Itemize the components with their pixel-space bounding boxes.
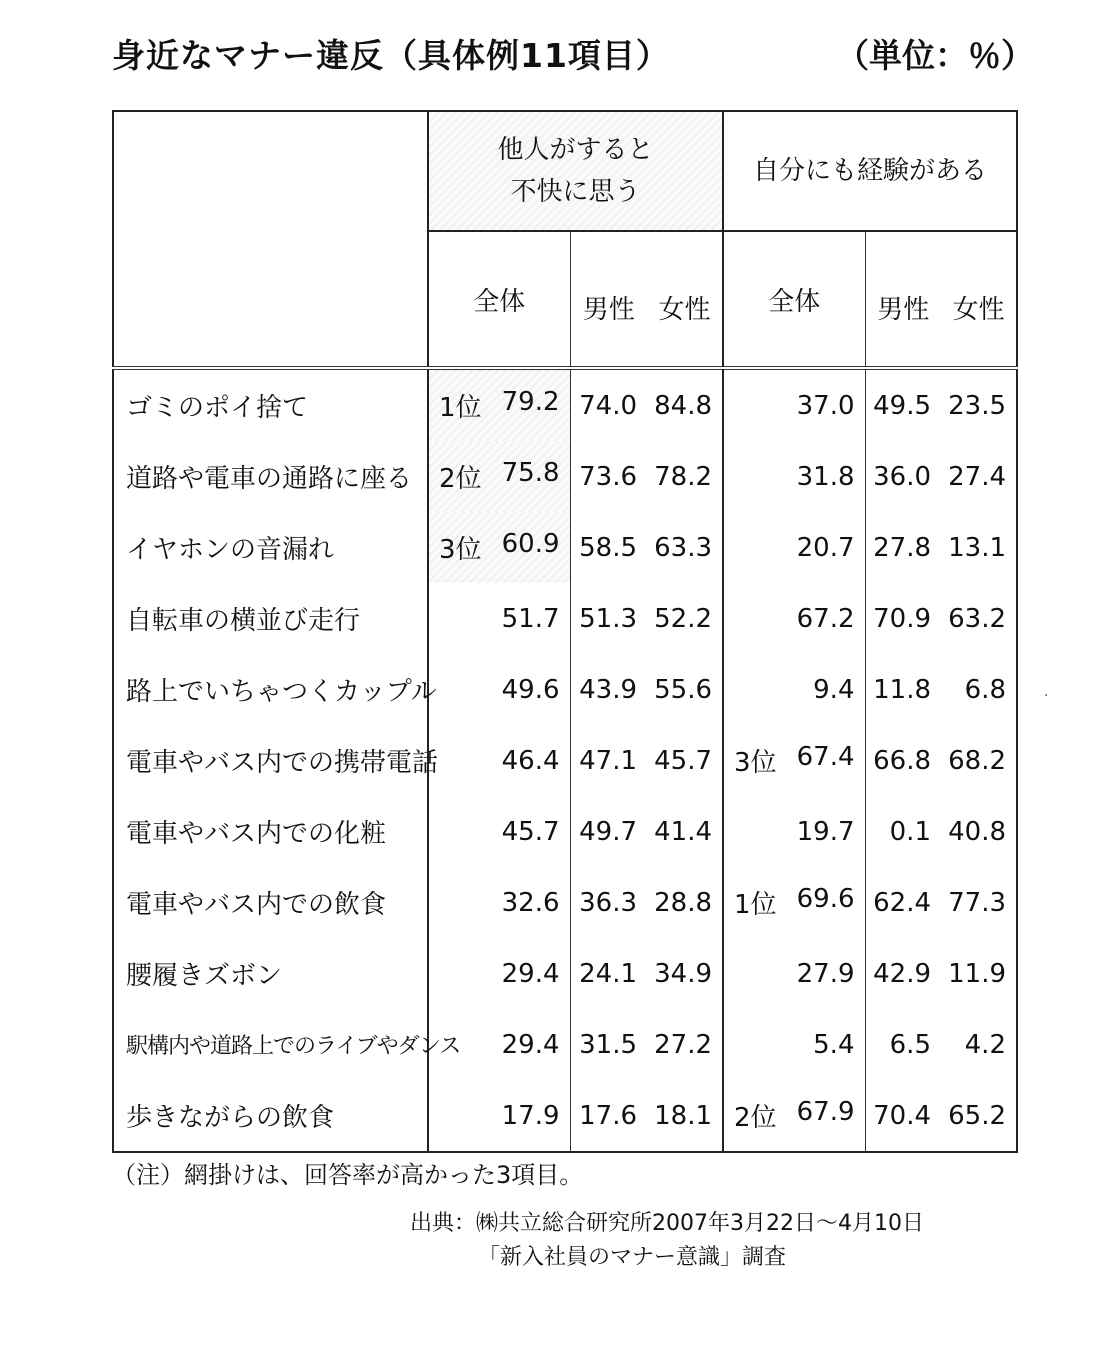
cell-self-total [723, 1009, 865, 1080]
cell-self-female: 4.2 [964, 1029, 1006, 1060]
cell-self-total [723, 867, 865, 938]
value-others-total: 32.6 [501, 887, 560, 918]
row-label: イヤホンの音漏れ [113, 512, 428, 583]
unit-label: （単位：％） [836, 36, 1034, 75]
cell-self-total [723, 370, 865, 441]
cell-self-male: 62.4 [865, 867, 941, 938]
cell-self-female: 40.8 [948, 816, 1006, 847]
table-row [113, 441, 1017, 512]
value-self-total: 67.9 [796, 1097, 855, 1127]
rank-badge: 1位 [439, 393, 482, 423]
value-self-total: 9.4 [813, 674, 855, 705]
cell-self-female: 65.2 [948, 1100, 1006, 1131]
row-label: ゴミのポイ捨て [113, 370, 428, 441]
row-label: 路上でいちゃつくカップル [113, 654, 428, 725]
cell-others-male: 74.0 [570, 370, 647, 441]
cell-others-total [428, 370, 570, 441]
cell-others-female: 41.4 [654, 816, 712, 847]
cell-self-total [723, 725, 865, 796]
cell-others-total [428, 725, 570, 796]
cell-others-male: 49.7 [570, 796, 647, 867]
value-others-total: 45.7 [501, 816, 560, 847]
table-row [113, 938, 1017, 1009]
header-self-male: 男性 [865, 231, 941, 368]
table-row [113, 1009, 1017, 1080]
rank-badge: 3位 [439, 535, 482, 565]
value-self-total: 5.4 [813, 1029, 855, 1060]
cell-self-female: 77.3 [948, 887, 1006, 918]
value-others-total: 60.9 [501, 529, 560, 559]
cell-others-female: 28.8 [654, 887, 712, 918]
row-label: 自転車の横並び走行 [113, 583, 428, 654]
value-others-total: 46.4 [501, 745, 560, 776]
cell-self-female: 11.9 [948, 958, 1006, 989]
table-row [113, 725, 1017, 796]
value-self-total: 69.6 [796, 884, 855, 914]
cell-others-female: 78.2 [654, 461, 712, 492]
cell-others-female: 84.8 [654, 390, 712, 421]
cell-others-male: 24.1 [570, 938, 647, 1009]
cell-self-male: 6.5 [865, 1009, 941, 1080]
cell-others-total [428, 654, 570, 725]
header-group-self-label: 自分にも経験がある [752, 156, 987, 186]
cell-self-male: 66.8 [865, 725, 941, 796]
table-row [113, 583, 1017, 654]
header-group-self [723, 111, 1017, 231]
row-label: 電車やバス内での飲食 [113, 867, 428, 938]
stray-mark: · [1044, 688, 1049, 704]
header-group-others-label: 他人がすると 不快に思う [497, 135, 654, 207]
cell-others-total [428, 441, 570, 512]
value-self-total: 67.2 [796, 603, 855, 634]
cell-others-male: 36.3 [570, 867, 647, 938]
header-others-female: 女性 [658, 294, 711, 325]
row-label: 腰履きズボン [113, 938, 428, 1009]
header-group-others [428, 111, 723, 231]
rank-badge: 3位 [734, 748, 777, 778]
header-corner [113, 111, 428, 368]
cell-others-female: 45.7 [654, 745, 712, 776]
value-others-total: 49.6 [501, 674, 560, 705]
source-line-1: 出典：㈱共立総合研究所2007年3月22日～4月10日 [410, 1211, 924, 1236]
cell-others-total [428, 938, 570, 1009]
cell-self-female: 13.1 [948, 532, 1006, 563]
row-label: 道路や電車の通路に座る [113, 441, 428, 512]
rank-badge: 1位 [734, 890, 777, 920]
header-others-total: 全体 [473, 286, 526, 317]
row-label: 電車やバス内での携帯電話 [113, 725, 428, 796]
cell-self-male: 27.8 [865, 512, 941, 583]
cell-others-male: 73.6 [570, 441, 647, 512]
value-others-total: 29.4 [501, 1029, 560, 1060]
row-label: 電車やバス内での化粧 [113, 796, 428, 867]
table-row [113, 512, 1017, 583]
row-label: 駅構内や道路上でのライブやダンス [113, 1009, 428, 1080]
cell-others-male: 43.9 [570, 654, 647, 725]
table-row [113, 1080, 1017, 1152]
cell-self-total [723, 654, 865, 725]
footnote: （注）網掛けは、回答率が高かった3項目。 [112, 1161, 584, 1189]
cell-self-total [723, 796, 865, 867]
table-row [113, 796, 1017, 867]
value-self-total: 20.7 [796, 532, 855, 563]
cell-self-total [723, 938, 865, 1009]
cell-self-male: 0.1 [865, 796, 941, 867]
value-self-total: 67.4 [796, 742, 855, 772]
cell-others-male: 17.6 [570, 1080, 647, 1152]
cell-others-male: 47.1 [570, 725, 647, 796]
manner-table [112, 110, 1018, 1153]
cell-self-male: 70.9 [865, 583, 941, 654]
cell-others-female: 63.3 [654, 532, 712, 563]
table-body [113, 370, 1017, 1152]
cell-others-male: 31.5 [570, 1009, 647, 1080]
cell-others-male: 58.5 [570, 512, 647, 583]
value-others-total: 29.4 [501, 958, 560, 989]
cell-self-total [723, 583, 865, 654]
header-self-female: 女性 [952, 294, 1005, 325]
cell-others-female: 18.1 [654, 1100, 712, 1131]
table-row [113, 654, 1017, 725]
page-title: 身近なマナー違反（具体例11項目） [112, 36, 670, 75]
cell-others-female: 27.2 [654, 1029, 712, 1060]
rank-badge: 2位 [439, 464, 482, 494]
cell-self-female: 68.2 [948, 745, 1006, 776]
cell-self-male: 49.5 [865, 370, 941, 441]
table-row [113, 867, 1017, 938]
cell-others-female: 55.6 [654, 674, 712, 705]
value-others-total: 79.2 [501, 387, 560, 417]
cell-self-female: 23.5 [948, 390, 1006, 421]
value-others-total: 17.9 [501, 1100, 560, 1131]
row-label: 歩きながらの飲食 [113, 1080, 428, 1152]
header-self-total: 全体 [723, 231, 865, 368]
cell-self-male: 11.8 [865, 654, 941, 725]
cell-self-female: 6.8 [964, 674, 1006, 705]
cell-self-male: 70.4 [865, 1080, 941, 1152]
source-line-2: 「新入社員のマナー意識」調査 [478, 1245, 787, 1270]
cell-others-total [428, 796, 570, 867]
header-others-male: 男性 [570, 231, 647, 368]
cell-self-total [723, 1080, 865, 1152]
cell-self-total [723, 441, 865, 512]
cell-others-total [428, 1080, 570, 1152]
value-self-total: 27.9 [796, 958, 855, 989]
value-self-total: 19.7 [796, 816, 855, 847]
table-row [113, 370, 1017, 441]
value-self-total: 37.0 [796, 390, 855, 421]
cell-self-female: 63.2 [948, 603, 1006, 634]
cell-self-female: 27.4 [948, 461, 1006, 492]
cell-others-male: 51.3 [570, 583, 647, 654]
cell-others-total [428, 583, 570, 654]
value-others-total: 51.7 [501, 603, 560, 634]
cell-others-female: 52.2 [654, 603, 712, 634]
cell-self-total [723, 512, 865, 583]
cell-self-male: 36.0 [865, 441, 941, 512]
value-self-total: 31.8 [796, 461, 855, 492]
cell-others-total [428, 512, 570, 583]
rank-badge: 2位 [734, 1103, 777, 1133]
cell-others-total [428, 867, 570, 938]
cell-others-female: 34.9 [654, 958, 712, 989]
cell-self-male: 42.9 [865, 938, 941, 1009]
value-others-total: 75.8 [501, 458, 560, 488]
